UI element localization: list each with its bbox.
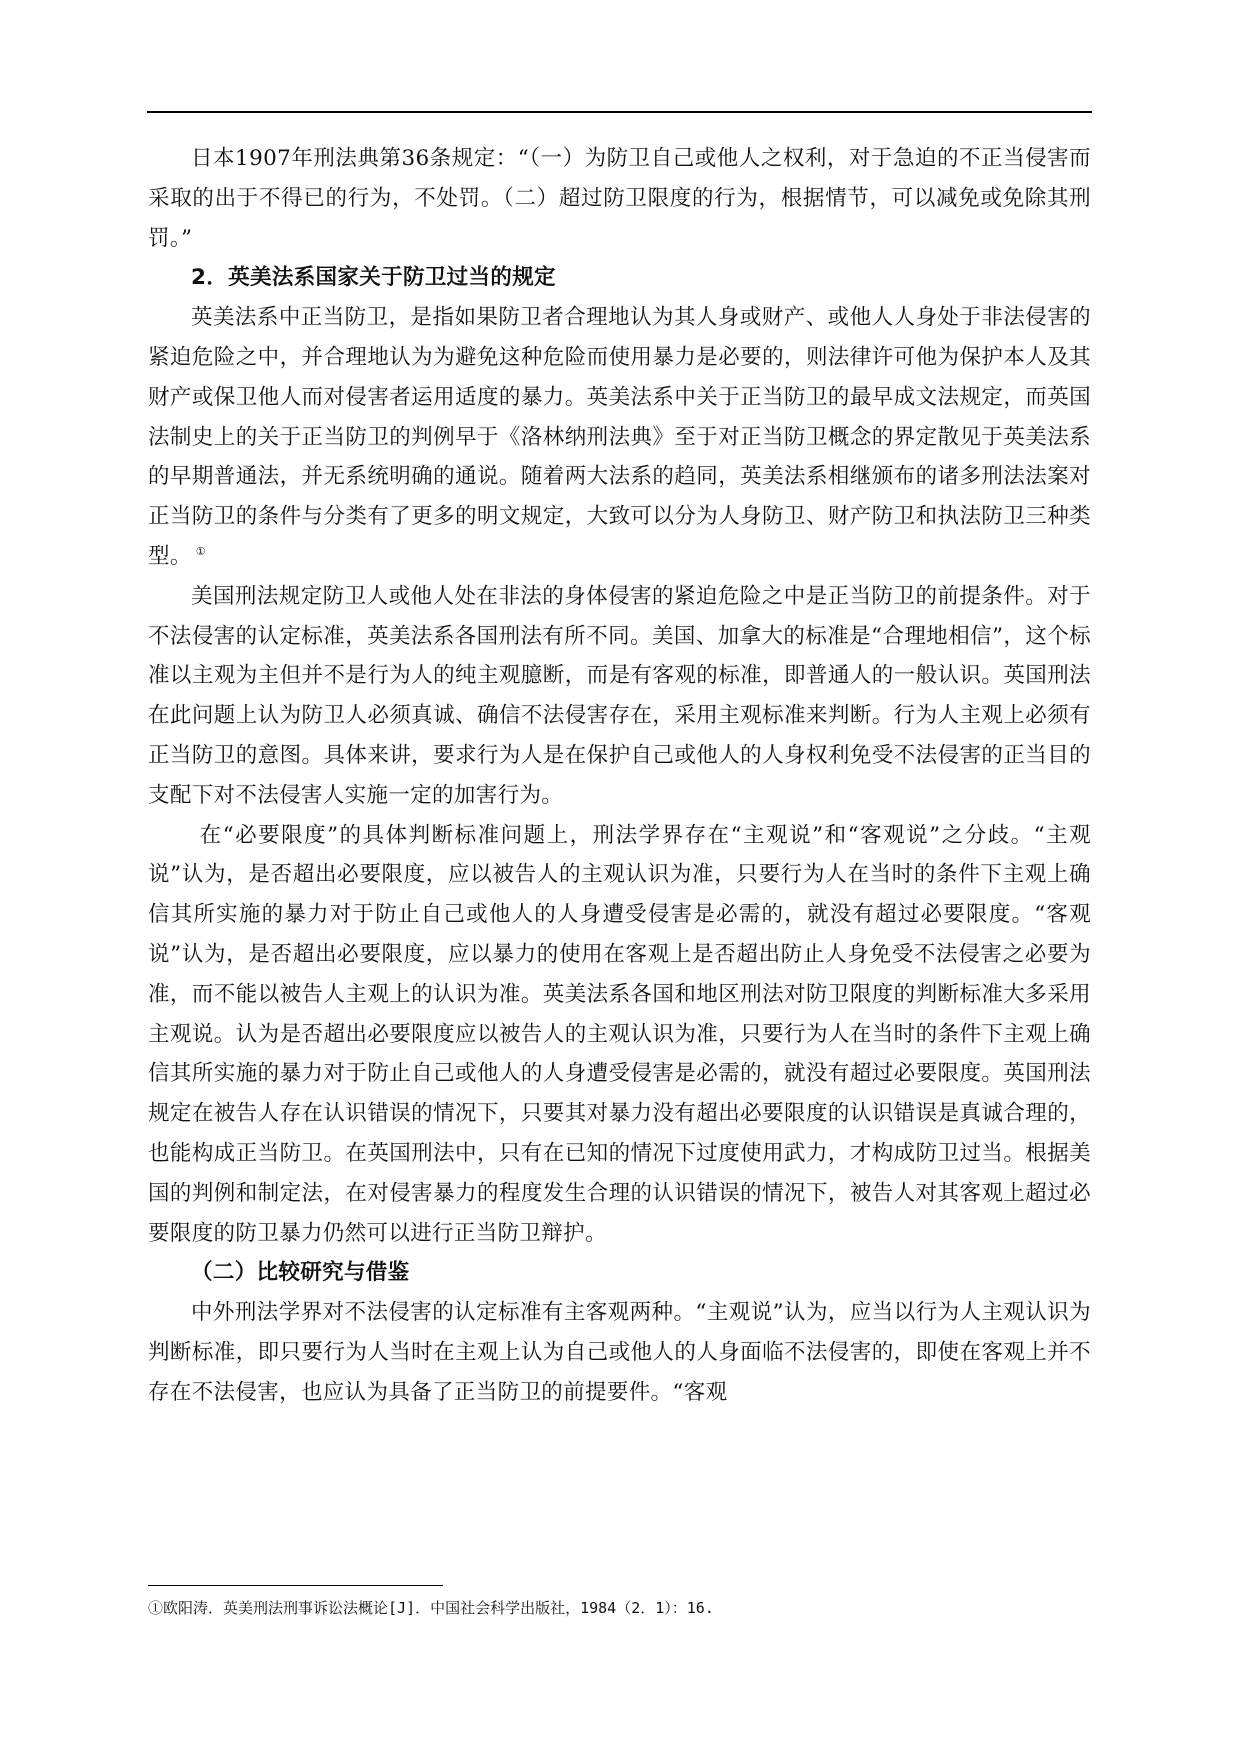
section-heading-comparative: （二）比较研究与借鉴 bbox=[191, 1260, 410, 1286]
paragraph-anglo-american-defense bbox=[148, 298, 1091, 577]
footnote-reference[interactable]: ① bbox=[195, 544, 206, 558]
footnote: ①欧阳涛．英美刑法刑事诉讼法概论[J]．中国社会科学出版社，1984（2．1）：16. bbox=[148, 1599, 714, 1617]
paragraph-japan-criminal-code: 日本1907年刑法典第36条规定：“（一）为防卫自己或他人之权利，对于急迫的不正当侵害而采取的出于不得已的行为，不处罚。（二）超过防卫限度的行为，根据情节，可以减免或免除其刑罚。” bbox=[148, 146, 1091, 251]
header-rule bbox=[147, 111, 1092, 113]
footnote-rule bbox=[148, 1585, 443, 1586]
paragraph-text: 英美法系中正当防卫，是指如果防卫者合理地认为其人身或财产、或他人人身处于非法侵害的紧迫危险之中，并合理地认为为避免这种危险而使用暴力是必要的，则法律许可他为保护本人及其财产或保卫他人而对侵害者运用适度的暴力。英美法系中关于正当防卫的最早成文法规定，而英国法制史上的关于正当防卫的判例早于《洛林纳刑法典》至于对正当防卫概念的界定散见于英美法系的早期普通法，并无系统明确的通说。随着两大法系的趋同，英美法系相继颁布的诸多刑法法案对正当防卫的条件与分类有了更多的明文规定，大致可以分为人身防卫、财产防卫和执法防卫三种类型。 bbox=[148, 305, 1091, 569]
paragraph-necessary-limit: 在“必要限度”的具体判断标准问题上，刑法学界存在“主观说”和“客观说”之分歧。“主观说”认为，是否超出必要限度，应以被告人的主观认识为准，只要行为人在当时的条件下主观上确信其所实施的暴力对于防止自己或他人的人身遭受侵害是必需的，就没有超过必要限度。“客观说”认为，是否超出必要限度，应以暴力的使用在客观上是否超出防止人身免受不法侵害之必要为准，而不能以被告人主观上的认识为准。英美法系各国和地区刑法对防卫限度的判断标准大多采用主观说。认为是否超出必要限度应以被告人的主观认识为准，只要行为人在当时的条件下主观上确信其所实施的暴力对于防止自己或他人的人身遭受侵害是必需的，就没有超过必要限度。英国刑法规定在被告人存在认识错误的情况下，只要其对暴力没有超出必要限度的认识错误是真诚合理的，也能构成正当防卫。在英国刑法中，只有在已知的情况下过度使用武力，才构成防卫过当。根据美国的判例和制定法，在对侵害暴力的程度发生合理的认识错误的情况下，被告人对其客观上超过必要限度的防卫暴力仍然可以进行正当防卫辩护。 bbox=[148, 822, 1091, 1246]
body-text bbox=[148, 139, 1091, 1413]
section-heading-anglo-american: 2．英美法系国家关于防卫过当的规定 bbox=[191, 265, 556, 291]
paragraph-us-criminal-law: 美国刑法规定防卫人或他人处在非法的身体侵害的紧迫危险之中是正当防卫的前提条件。对于不法侵害的认定标准，英美法系各国刑法有所不同。美国、加拿大的标准是“合理地相信”，这个标准以主观为主但并不是行为人的纯主观臆断，而是有客观的标准，即普通人的一般认识。英国刑法在此问题上认为防卫人必须真诚、确信不法侵害存在，采用主观标准来判断。行为人主观上必须有正当防卫的意图。具体来讲，要求行为人是在保护自己或他人的人身权利免受不法侵害的正当目的支配下对不法侵害人实施一定的加害行为。 bbox=[148, 583, 1091, 808]
paragraph-comparative-study: 中外刑法学界对不法侵害的认定标准有主客观两种。“主观说”认为，应当以行为人主观认识为判断标准，即只要行为人当时在主观上认为自己或他人的人身面临不法侵害的，即使在客观上并不存在不法侵害，也应认为具备了正当防卫的前提要件。“客观 bbox=[148, 1300, 1091, 1405]
